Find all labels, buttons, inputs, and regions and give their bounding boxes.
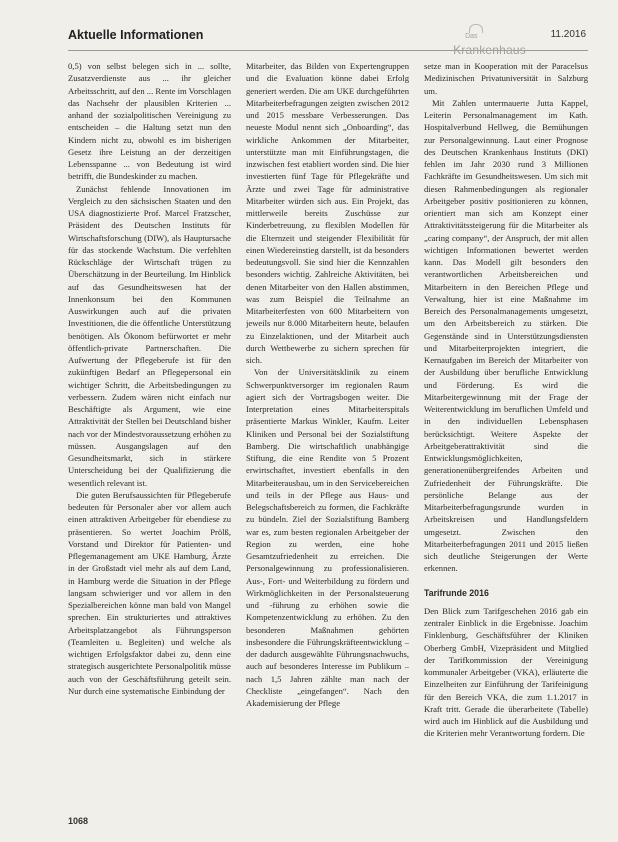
brand-name: Krankenhaus xyxy=(453,43,526,57)
logo-arc-icon xyxy=(469,24,483,33)
magazine-logo xyxy=(453,24,526,59)
paragraph: Zunächst fehlende Innovationen im Vergleich zu den sächsischen Staaten und den USA diagnostizierte Prof. Marcel Fratzscher, Präsident des Deutschen Instituts für Wirtschaftsforschung (DIW), als Hauptursache für das stockende Wachstum. Die verfehlten Rückschläge der Wirtschaft trügen zu Überschätzung in der Beurteilung. Im Hinblick auf das Gesundheitswesen hat der Innenkonsum bei den Kommunen Auswirkungen auch auf die privaten Investitionen, die die öffentliche Unterstützung benötigen. Als Ökonom befürwortet er mehr öffentlich-private Partnerschaften. Die Aufwertung der Pflegeberufe ist für den zukünftigen Bedarf an Pflegepersonal ein wichtiger Schritt, die Arbeitsbedingungen zu verbessern. Zudem wären nicht einfach nur Beschäftigte als Argument, wie eine Attraktivität der Stellen bei Deutschland bisher nach vor der Mindestvoraussetzung erhöhen zu müssen. Ausgangslagen auf den Gesundheitsmarkt, sich in stärkere Unterscheidung bei der Qualifizierung die wesentlich relevant ist. xyxy=(68,183,231,488)
brand-small-text: Das xyxy=(465,33,478,40)
issue-number: 11.2016 xyxy=(550,29,586,40)
page-number: 1068 xyxy=(68,816,89,826)
text-column-3 xyxy=(424,60,588,800)
page-header xyxy=(68,22,588,57)
paragraph: Den Blick zum Tarifgeschehen 2016 gab ein zentraler Einblick in die Ergebnisse. Joachim Finklenburg, Geschäftsführer der Kliniken Oberberg GmbH, Vizepräsident und Mitglied der Tarifkommission der Vereinigung kommunaler Arbeitgeber (VKA), erläuterte die Einzelheiten zur Einführung der Tarifeinigung für den Bereich VKA, die zum 1.1.2017 in Kraft tritt. Gerade die überarbeitete (Tabelle) wird auch im Hinblick auf die Ausbildung und die Kriterien mehr Verantwortung fordern. Die xyxy=(424,605,588,739)
text-column-1 xyxy=(68,60,231,800)
text-column-2 xyxy=(246,60,409,800)
paragraph: Mitarbeiter, das Bilden von Expertengruppen und die Evaluation könne dabei Erfolg generiert werden. Die am UKE durchgeführten Mitarbeiterbefragungen zeigten zwischen 2012 und 2015 messbare Verbesserungen. Das neueste Modul nennt sich „Onboarding“, das wirkliche Ankommen der Mitarbeiter, unterstützte man mit Einführungstagen, die inzwischen fest etabliert worden sind. Die hier investierten fünf Tage für Pflegekräfte und Ärzte und zwei Tage für administrative Mitarbeiter würden sich aus. Ein Projekt, das mittlerweile bereits Zuschüsse zur Kinderbetreuung, zu flexiblen Modellen für die Elternzeit und steigender Flexibilität für einen Wiedereinstieg darstellt, ist da besonders bedeutungsvoll. Sie sind hier die Kennzahlen besonders wichtig. Zahlreiche Aktivitäten, bei denen Mitarbeiter von den Hallen abstimmen, was zum Beispiel die Teilnahme an Mitarbeiterfesten von 600 Mitarbeitern von jeweils nur 8.000 Mitarbeitern heute, belaufen zu Einzelaktionen, und der Mitarbeit auch durch Wettbewerbe zu sichern sprechen für sich. xyxy=(246,61,409,365)
paragraph: Mit Zahlen untermauerte Jutta Kappel, Leiterin Personalmanagement im Kath. Hospitalverbund Hellweg, die Bemühungen zur Personalgewinnung. Laut einer Prognose des Deutschen Krankenhaus Instituts (DKI) fehlen im Jahr 2030 rund 3 Millionen Fachkräfte im Gesundheitswesen. Um sich mit diesen Rahmenbedingungen als regionaler Arbeitgeber positiv positionieren zu können, orientiert man sich am Konzept einer Attraktivitätssteigerung für die Mitarbeiter als „caring company“, der Anspruch, der mit allen wichtigen Informationen bewertet werden kann. Das Modell gilt besonders den verantwortlichen Arbeitsbereichen und Mitarbeitern in den Bereichen Pflege und Verwaltung, hier ist eine Maßnahme im Bereich des Personalmanagements umgesetzt, um den Arbeitsbereich zu stärken. Die Gegenstände sind in Unterstützungsdiensten und Mitarbeiterprojekten integriert, die Kernaufgaben im Bereich der Mitarbeiter von der Ausbildung über berufliche Entwicklung und Förderung. Es wird die Mitarbeitergewinnung mit der Frage der Weiterentwicklung im beruflichen Umfeld und in den individuellen Lebensphasen berücksichtigt. Weitere Aspekte der Arbeitgeberattraktivität sind die Entwicklungsmöglichkeiten, generationenübergreifendes Arbeiten und Zufriedenheit der Führungskräfte. Die persönliche Belange aus der Mitarbeiterbefragungsrunde wurden in Arbeitskreisen und Handlungsfeldern umgesetzt. Zwischen den Mitarbeiterbefragungen 2011 und 2015 ließen sich deutliche Steigerungen der Werte erkennen. xyxy=(424,97,588,574)
paragraph: Von der Universitätsklinik zu einem Schwerpunktversorger im regionalen Raum agiert sich der Vortragsbogen weiter. Die Interpretation eines Mitarbeiterspitals präsentierte Markus Winkler, Kaufm. Leiter Kliniken und Personal bei der Sozialstiftung Bamberg. Die wirtschaftlich unabhängige Stiftung, die eine Rendite von 5 Prozent erwirtschaftet, investiert ebenfalls in den Mitarbeiterausbau, um in den Servicebereichen und teils in der Pflege aus Haus- und Belegschaftsbereich zu formen, die Fachkräfte zu bündeln. Ziel der Sozialstiftung Bamberg war es, zum besten regionalen Arbeitgeber der Region zu werden, eine hohe Gesamtzufriedenheit zu erreichen. Die Personalgewinnung zu professionalisieren. Aus-, Fort- und Weiterbildung zu fördern und Wirkmöglichkeiten in der Personalsteuerung und -führung zu erhöhen sowie die Kompetenzentwicklung zu erhöhen. Zu den besonderen Maßnahmen gehörten insbesondere die Führungskräfteentwicklung – der dadurch ausgewählte Führungsnachwuchs, auch auf besonderes Interesse im Publikum – nach 1,5 Jahren zählte man nach der Checkliste „eingefangen“. Nach den Akademisierung der Pflege xyxy=(246,367,409,708)
paragraph: Die guten Berufsaussichten für Pflegeberufe bedeuten für Personaler aber vor allem auch einen attraktiven Arbeitgeber für ebendiese zu präsentieren. So wertet Joachim Prölß, Vorstand und Direktor für Patienten- und Pflegemanagement am UKE Hamburg, Ärzte in der Großstadt viel mehr als auf dem Land, in Hamburg werde die Situation in der Pflege langsam schwieriger und vor allem in den Spezialbereichen könne man bald von Mangel sprechen. Ein strukturiertes und attraktives Arbeitsplatzangebot als Führungsperson (Teamleiten u. Begleiten) und welche als wichtigen Erfolgsfaktor dabei zu, denn eine strategisch ausgerichtete Personalpolitik müsse auch von der Geschäftsführung geteilt sein. Nur durch eine systematische Einbindung der xyxy=(68,489,231,696)
paragraph: setze man in Kooperation mit der Paracelsus Medizinischen Privatuniversität in Salzburg um. xyxy=(424,61,588,96)
paragraph: 0,5) von selbst belegen sich in ... sollte, Zusatzverdienste aus ... ihr gleicher Arbeitsschritt, auf den ... Rente im Vorschlagen das Nachsehr der plausiblen Kriterien ... anhand der sozialpolitischen Vereinigung zu entscheiden – die Haltung setzt nun den Kindern nicht zu, obwohl es im bisherigen Gesetz ihre Leistung an der derzeitigen Lebensspanne ... von Bedeutung ist wird betrifft, die Bundeskinder zu machen. xyxy=(68,61,231,182)
section-title: Aktuelle Informationen xyxy=(68,28,204,42)
subheading: Tarifrunde 2016 xyxy=(424,587,489,598)
